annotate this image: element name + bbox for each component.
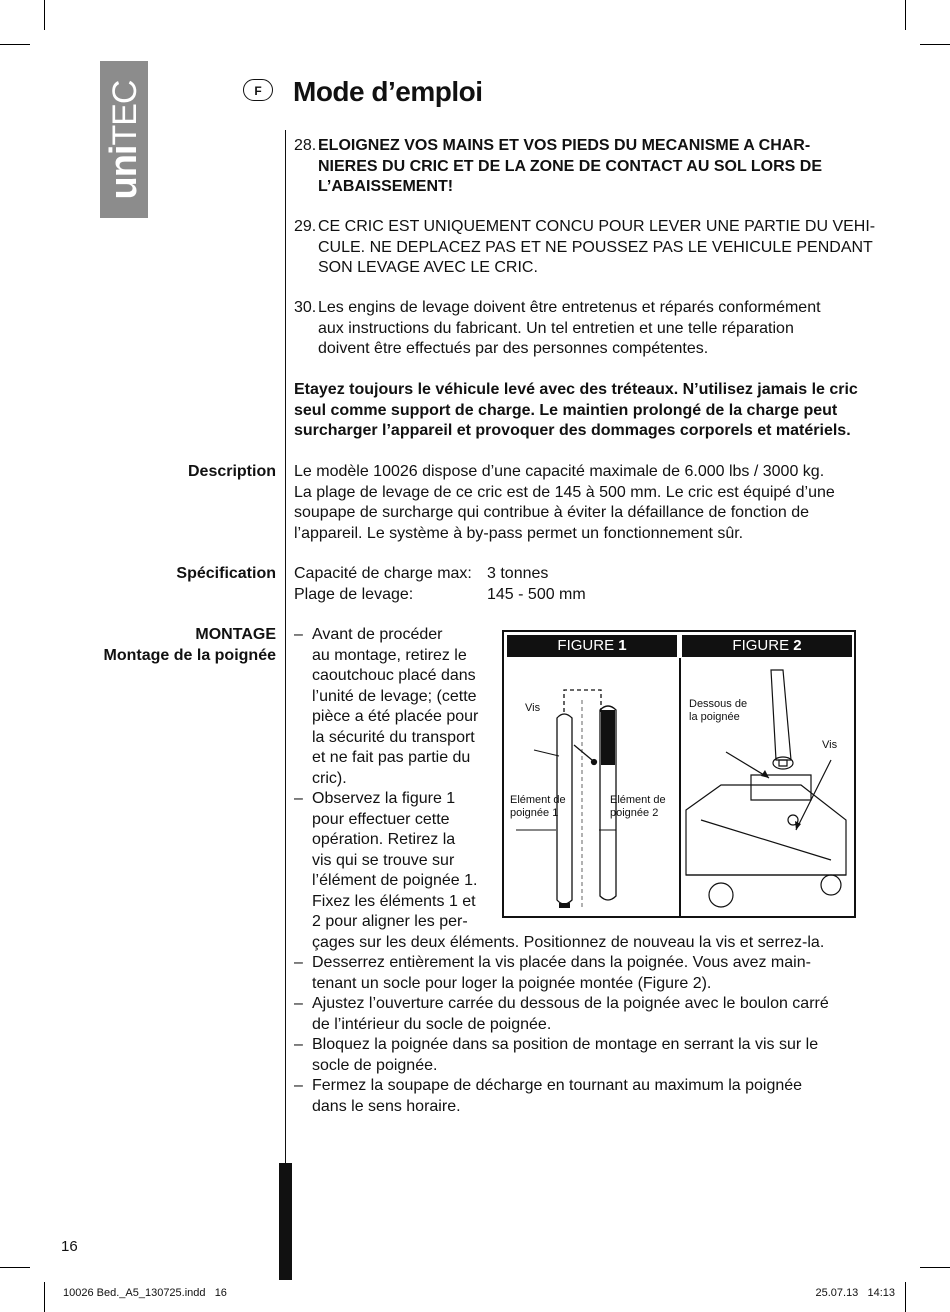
description-label: Description	[187, 463, 276, 480]
crop-mark	[920, 1267, 950, 1268]
bullet-line: l’élément de poignée 1.	[312, 872, 478, 889]
item-line: Les engins de levage doivent être entretenus et réparés conformément	[318, 299, 821, 316]
bullet-line: Fixez les éléments 1 et	[312, 892, 476, 910]
crop-mark	[920, 44, 950, 45]
footer-file: 10026 Bed._A5_130725.indd 16	[63, 1287, 227, 1299]
description-line: La plage de levage de ce cric est de 145 à 500 mm. Le cric est équipé d’une	[294, 483, 835, 501]
crop-mark	[905, 1282, 906, 1312]
description-text	[294, 462, 864, 544]
item-number: 29.	[294, 218, 317, 235]
bullet-line: cric).	[312, 769, 347, 787]
montage-label	[104, 625, 276, 666]
item-line: CULE. NE DEPLACEZ PAS ET NE POUSSEZ PAS LE VEHICULE PENDANT	[318, 238, 873, 256]
figure-2-word: FIGURE	[732, 637, 790, 654]
label-line: Dessous de	[689, 698, 748, 710]
spec-key: Plage de levage:	[294, 585, 414, 603]
figure-1-number: 1	[618, 637, 627, 654]
item-line: L’ABAISSEMENT!	[318, 178, 454, 195]
label-element-1	[510, 794, 566, 820]
bullet-line: Bloquez la poignée dans sa position de montage en serrant la vis sur le	[312, 1036, 819, 1053]
bullet-line: Avant de procéder	[312, 626, 443, 643]
label-line: poignée 1	[510, 807, 559, 819]
crop-mark	[44, 1282, 45, 1312]
specification-table	[294, 564, 864, 605]
bullet-item	[294, 953, 864, 994]
warning-paragraph	[294, 380, 864, 442]
crop-mark	[0, 44, 30, 45]
label-line: la poignée	[689, 711, 740, 723]
description-line: soupape de surcharge qui contribue à éviter la défaillance de fonction de	[294, 504, 810, 521]
bullet-line: pour effectuer cette	[312, 810, 450, 828]
bullet-line: pièce a été placée pour	[312, 708, 479, 725]
bullet-line: Fermez la soupape de décharge en tournant au maximum la poignée	[312, 1077, 803, 1094]
label-line: poignée 2	[610, 807, 659, 819]
spec-row	[294, 564, 864, 585]
language-badge: F	[243, 79, 273, 101]
spec-key: Capacité de charge max:	[294, 565, 472, 582]
spec-row	[294, 585, 864, 606]
brand-logo	[100, 61, 148, 218]
bullet-line: vis qui se trouve sur	[312, 851, 455, 869]
dash: –	[294, 1077, 303, 1094]
item-line: ELOIGNEZ VOS MAINS ET VOS PIEDS DU MECANISME A CHAR-	[318, 137, 811, 154]
figure-2-header	[682, 635, 852, 657]
page-edge-bar	[279, 1163, 292, 1280]
bullet-line: au montage, retirez le	[312, 646, 467, 664]
column-divider	[285, 130, 286, 1280]
figure-1-illustration	[504, 660, 679, 916]
item-line: SON LEVAGE AVEC LE CRIC.	[318, 259, 538, 276]
crop-mark	[0, 1267, 30, 1268]
bullet-line: la sécurité du transport	[312, 728, 475, 746]
logo-uni: uni	[103, 145, 145, 200]
label-dessous	[689, 698, 747, 724]
screw-head	[592, 760, 597, 765]
montage-subheading: Montage de la poignée	[103, 646, 276, 664]
handle-end	[559, 903, 570, 908]
figure-1-header	[507, 635, 677, 657]
bullet-line: l’unité de levage; (cette	[312, 687, 477, 705]
dash: –	[294, 790, 303, 807]
grip-area	[601, 710, 615, 765]
bullet-item	[294, 1035, 864, 1076]
jack-saddle	[751, 775, 811, 800]
bullet-line: de l’intérieur du socle de poignée.	[312, 1015, 552, 1033]
item-number: 30.	[294, 299, 317, 316]
bullet-line: Observez la figure 1	[312, 790, 456, 807]
bullet-item	[294, 994, 864, 1035]
square-opening	[779, 760, 787, 766]
handle-socket	[773, 757, 793, 769]
arrow-vis	[534, 750, 559, 756]
jack-wheel	[821, 875, 841, 895]
jack-frame	[686, 820, 846, 875]
figure-1-word: FIGURE	[557, 637, 615, 654]
bullet-line: opération. Retirez la	[312, 831, 456, 848]
label-vis-1: Vis	[525, 702, 541, 714]
page-title: Mode d’emploi	[293, 76, 483, 107]
figure-2-number: 2	[793, 637, 802, 654]
dash: –	[294, 1036, 303, 1053]
spec-value: 145 - 500 mm	[487, 585, 586, 603]
dash: –	[294, 954, 303, 971]
bullet-line: 2 pour aligner les per-	[312, 913, 468, 930]
bullet-line: çages sur les deux éléments. Positionnez de nouveau la vis et serrez-la.	[312, 933, 825, 951]
label-vis-2: Vis	[822, 739, 838, 751]
bullet-line: socle de poignée.	[312, 1056, 438, 1074]
item-28	[294, 136, 864, 198]
item-line: doivent être effectués par des personnes compétentes.	[318, 340, 709, 357]
jack-wheel	[709, 883, 733, 907]
bullet-item	[294, 1076, 864, 1117]
item-29	[294, 217, 876, 279]
description-line: Le modèle 10026 dispose d’une capacité maximale de 6.000 lbs / 3000 kg.	[294, 463, 825, 480]
item-30	[294, 298, 864, 360]
logo-tec: TEC	[106, 80, 144, 146]
montage-heading: MONTAGE	[195, 626, 276, 643]
specification-label: Spécification	[176, 565, 276, 582]
warning-line: seul comme support de charge. Le maintien prolongé de la charge peut	[294, 401, 838, 419]
bullet-line: et ne fait pas partie du	[312, 749, 471, 766]
description-line: l’appareil. Le système à by-pass permet un fonctionnement sûr.	[294, 524, 744, 542]
item-number: 28.	[294, 137, 317, 154]
crop-mark	[44, 0, 45, 30]
screw-line	[574, 745, 592, 760]
item-line: CE CRIC EST UNIQUEMENT CONCU POUR LEVER UNE PARTIE DU VEHI-	[318, 218, 876, 235]
bullet-line: caoutchouc placé dans	[312, 667, 476, 684]
label-line: Elément de	[610, 794, 666, 806]
bullet-line: Ajustez l’ouverture carrée du dessous de la poignée avec le boulon carré	[312, 995, 829, 1012]
label-element-2	[610, 794, 666, 820]
footer-date: 25.07.13 14:13	[815, 1287, 895, 1299]
handle-shaft	[771, 670, 791, 760]
figure-box	[502, 630, 856, 918]
page-number: 16	[61, 1238, 78, 1255]
label-line: Elément de	[510, 794, 566, 806]
warning-line: surcharger l’appareil et provoquer des dommages corporels et matériels.	[294, 422, 851, 439]
bullet-line: tenant un socle pour loger la poignée montée (Figure 2).	[312, 974, 712, 992]
bullet-line: Desserrez entièrement la vis placée dans la poignée. Vous avez main-	[312, 954, 811, 971]
warning-line: Etayez toujours le véhicule levé avec des tréteaux. N’utilisez jamais le cric	[294, 381, 858, 398]
item-line: aux instructions du fabricant. Un tel entretien et une telle réparation	[318, 319, 794, 337]
dash: –	[294, 626, 303, 643]
spec-value: 3 tonnes	[487, 565, 549, 582]
dash: –	[294, 995, 303, 1012]
crop-mark	[905, 0, 906, 30]
item-line: NIERES DU CRIC ET DE LA ZONE DE CONTACT AU SOL LORS DE	[318, 157, 823, 175]
logo-text	[101, 61, 147, 219]
jack-body	[686, 785, 846, 875]
bullet-line: dans le sens horaire.	[312, 1097, 461, 1115]
